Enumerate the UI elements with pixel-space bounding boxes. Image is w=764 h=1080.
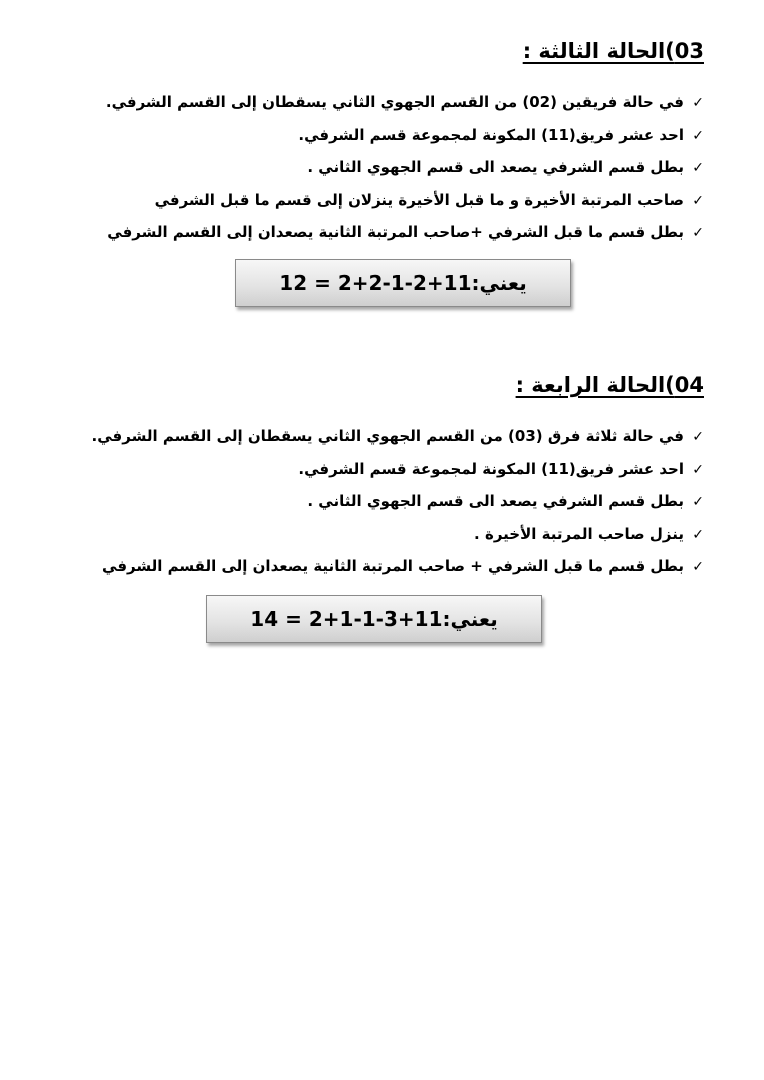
case-4-list [44,420,704,583]
checkmark-icon: ✓ [692,429,704,445]
checkmark-icon: ✓ [692,95,704,111]
case-3-formula: يعني:11+2-1-2+2 = 12 [279,271,527,295]
case-4-section [44,370,704,583]
case-4-heading: 04)الحالة الرابعة : [515,373,704,397]
list-item [44,485,704,518]
checkmark-icon: ✓ [692,494,704,510]
case-3-list [44,86,704,249]
case-4-formula-box [206,595,542,643]
checkmark-icon: ✓ [692,192,704,209]
list-item [44,151,704,184]
list-item-text: احد عشر فريق(11) المكونة لمجموعة قسم الشرفي. [298,459,684,478]
list-item [44,550,704,583]
list-item [44,184,704,217]
list-item-text: بطل قسم ما قبل الشرفي +صاحب المرتبة الثانية يصعدان إلى القسم الشرفي [107,223,684,241]
checkmark-icon: ✓ [692,160,704,176]
list-item-text: بطل قسم ما قبل الشرفي + صاحب المرتبة الثانية يصعدان إلى القسم الشرفي [102,557,684,575]
list-item-text: ينزل صاحب المرتبة الأخيرة . [474,524,684,543]
list-item [44,518,704,551]
list-item-text: احد عشر فريق(11) المكونة لمجموعة قسم الشرفي. [298,125,684,144]
list-item-text: صاحب المرتبة الأخيرة و ما قبل الأخيرة ينزلان إلى قسم ما قبل الشرفي [154,190,684,209]
list-item-text: بطل قسم الشرفي يصعد الى قسم الجهوي الثاني . [307,492,684,510]
case-4-formula: يعني:11+3-1-1+2 = 14 [250,607,498,631]
case-3-formula-box [235,259,571,307]
checkmark-icon: ✓ [692,127,704,144]
list-item-text: في حالة ثلاثة فرق (03) من القسم الجهوي الثاني يسقطان إلى القسم الشرفي. [91,427,684,445]
list-item-text: في حالة فريقين (02) من القسم الجهوي الثاني يسقطان إلى القسم الشرفي. [105,93,684,111]
list-item [44,420,704,453]
checkmark-icon: ✓ [692,559,704,575]
list-item [44,86,704,119]
checkmark-icon: ✓ [692,461,704,478]
list-item [44,119,704,152]
case-3-heading: 03)الحالة الثالثة : [522,39,704,63]
list-item-text: بطل قسم الشرفي يصعد الى قسم الجهوي الثاني . [307,158,684,176]
list-item [44,216,704,249]
case-3-section [44,36,704,249]
list-item [44,453,704,486]
checkmark-icon: ✓ [692,225,704,241]
checkmark-icon: ✓ [692,526,704,543]
